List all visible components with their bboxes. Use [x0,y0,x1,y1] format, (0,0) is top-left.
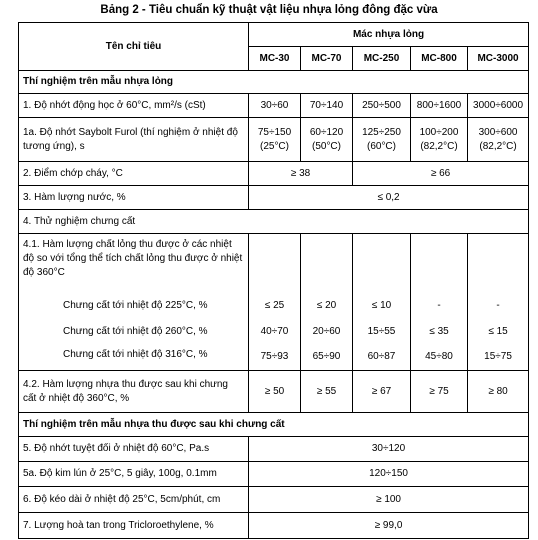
row-name: 5. Độ nhớt tuyệt đối ở nhiệt độ 60°C, Pa.s [19,437,249,462]
cell-value: 70÷140 [301,94,353,118]
cell-value: - [411,294,468,319]
header-name-col: Tên chỉ tiêu [19,23,249,71]
header-row [19,23,529,47]
cell-value: 65÷90 [301,345,353,371]
row-name: 3. Hàm lượng nước, % [19,186,249,210]
cell-value: ≥ 55 [301,371,353,413]
table-row [19,513,529,539]
cell-temp: (60°C) [366,140,396,152]
cell-value: 45÷80 [411,345,468,371]
row-name: 4.2. Hàm lượng nhựa thu được sau khi chưng cất ở nhiệt độ 360°C, % [19,371,249,413]
cell-range: 100÷200 [419,126,459,138]
cell-range: 75÷150 [257,126,292,138]
table-row [19,462,529,487]
table-row [19,210,529,234]
cell-value: ≥ 75 [411,371,468,413]
header-grade: MC-70 [301,47,353,71]
cell-value: 75÷93 [249,345,301,371]
table-title: Bảng 2 - Tiêu chuẩn kỹ thuật vật liệu nhựa lỏng đông đặc vừa [100,4,438,16]
row-name: 4.1. Hàm lượng chất lỏng thu được ở các nhiệt độ so với tổng thể tích chất lỏng thu được ở nhiệt độ 360°C [19,234,249,294]
cell-value: 15÷75 [468,345,529,371]
section-row [19,413,529,437]
cell-temp: (50°C) [311,140,341,152]
table-row [19,186,529,210]
section-row [19,71,529,94]
table-row [19,94,529,118]
cell-temp: (82,2°C) [479,140,517,152]
cell-value: ≤ 10 [353,294,411,319]
cell-value: ≥ 38 [249,162,353,186]
header-grade: MC-250 [353,47,411,71]
header-grade: MC-800 [411,47,468,71]
cell-value: 3000÷6000 [468,94,529,118]
cell-value [468,118,529,162]
cell-value: ≤ 35 [411,319,468,345]
cell-value: ≤ 25 [249,294,301,319]
table-row [19,294,529,319]
table-row [19,118,529,162]
cell-temp: (82,2°C) [420,140,458,152]
cell-value: 120÷150 [249,462,529,487]
cell-range: 60÷120 [309,126,344,138]
row-name: 6. Độ kéo dài ở nhiệt độ 25°C, 5cm/phút, cm [19,487,249,513]
cell-value: ≤ 20 [301,294,353,319]
row-name: 7. Lượng hoà tan trong Tricloroethylene, % [19,513,249,539]
cell-range: 125÷250 [362,126,401,138]
section-title: Thí nghiệm trên mẫu nhựa lỏng [19,71,529,94]
row-name: 2. Điểm chớp cháy, °C [19,162,249,186]
row-name: Chưng cất tới nhiệt độ 316°C, % [19,345,249,371]
cell-value [353,118,411,162]
cell-value: ≥ 67 [353,371,411,413]
table-row [19,162,529,186]
cell-value [411,118,468,162]
table-row [19,437,529,462]
header-grade: MC-3000 [468,47,529,71]
cell-value: 20÷60 [301,319,353,345]
table-row [19,319,529,345]
cell-value: ≤ 0,2 [249,186,529,210]
cell-value: 800÷1600 [411,94,468,118]
cell-value: ≤ 15 [468,319,529,345]
cell-value [301,118,353,162]
cell-value: ≥ 99,0 [249,513,529,539]
cell-value: 60÷87 [353,345,411,371]
header-grade: MC-30 [249,47,301,71]
cell-temp: (25°C) [259,140,289,152]
row-name: 1. Độ nhớt động học ở 60°C, mm²/s (cSt) [19,94,249,118]
table-row [19,487,529,513]
table-row [19,371,529,413]
row-name: 5a. Độ kim lún ở 25°C, 5 giây, 100g, 0.1mm [19,462,249,487]
spec-table [18,22,529,539]
section-title: Thí nghiệm trên mẫu nhựa thu được sau khi chưng cất [19,413,529,437]
cell-value: ≥ 80 [468,371,529,413]
cell-value: 40÷70 [249,319,301,345]
cell-value: ≥ 66 [353,162,529,186]
cell-value: 30÷120 [249,437,529,462]
row-name: 4. Thử nghiệm chưng cất [19,210,529,234]
row-name: Chưng cất tới nhiệt độ 260°C, % [19,319,249,345]
row-name: 1a. Độ nhớt Saybolt Furol (thí nghiệm ở nhiệt độ tương ứng), s [19,118,249,162]
header-grade-group: Mác nhựa lỏng [249,23,529,47]
cell-value: 15÷55 [353,319,411,345]
cell-value: - [468,294,529,319]
cell-value: ≥ 50 [249,371,301,413]
cell-range: 300÷600 [478,126,518,138]
table-row [19,345,529,371]
cell-value: ≥ 100 [249,487,529,513]
row-name: Chưng cất tới nhiệt độ 225°C, % [19,294,249,319]
cell-value [249,118,301,162]
cell-value: 30÷60 [249,94,301,118]
cell-value: 250÷500 [353,94,411,118]
table-row [19,234,529,294]
